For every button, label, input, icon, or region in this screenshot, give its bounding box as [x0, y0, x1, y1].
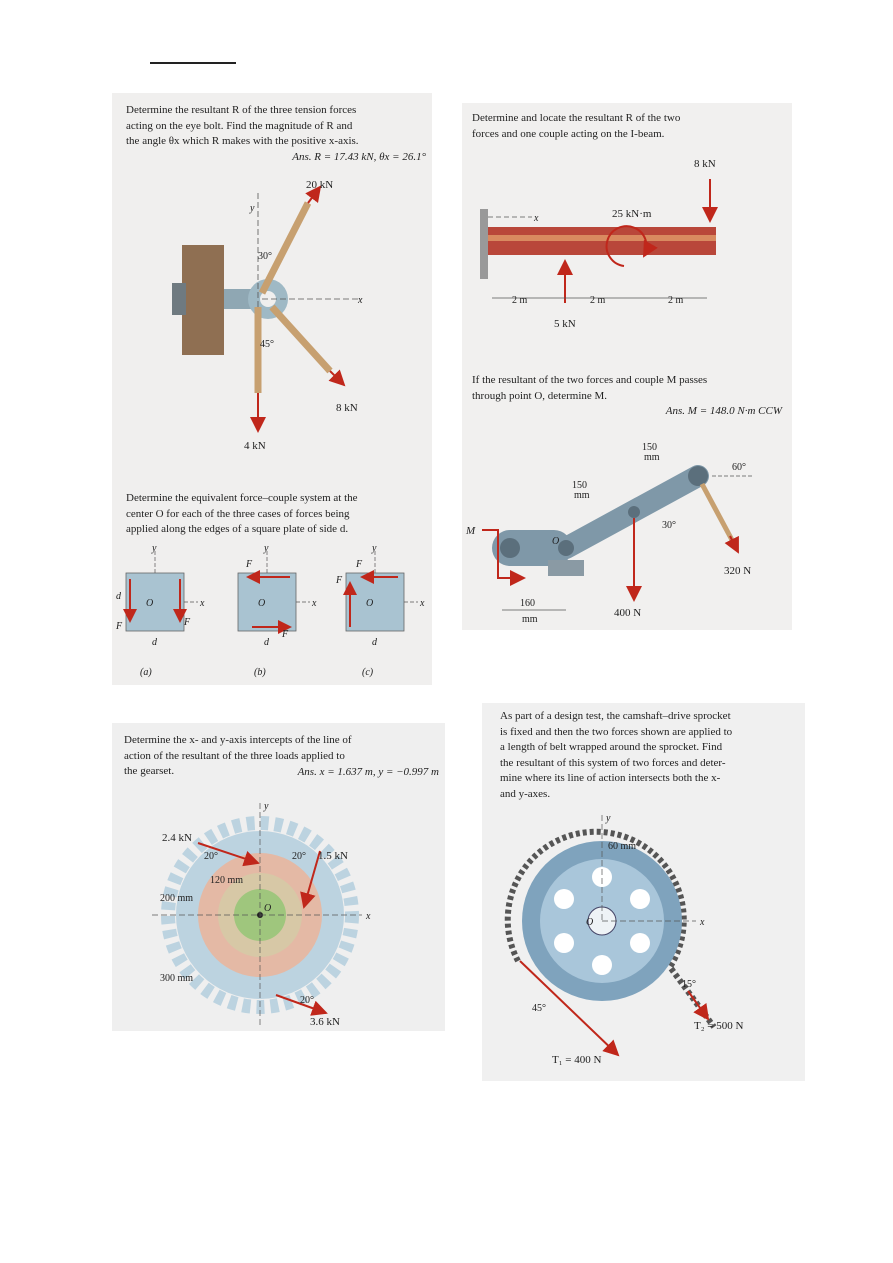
dim-2m: 2 m	[590, 295, 606, 306]
lever-figure	[462, 430, 792, 630]
text-line: Determine the resultant R of the three tension forces	[126, 104, 357, 116]
angle-30: 30°	[662, 520, 676, 531]
answer-text: Ans. M = 148.0 N·m CCW	[665, 405, 782, 417]
angle-20: 20°	[292, 851, 306, 862]
problem-ibeam-and-lever	[462, 103, 792, 630]
label-20kn: 20 kN	[306, 179, 334, 191]
problem-sprocket	[482, 703, 805, 1081]
dim-160: 160	[520, 598, 535, 609]
label-1-5kn: 1.5 kN	[318, 850, 348, 862]
pivot-O	[558, 540, 574, 556]
text-line: the resultant of this system of two forces and deter-	[500, 756, 726, 769]
label-8kn: 8 kN	[336, 402, 358, 414]
problem-text-sprocket	[500, 709, 800, 802]
case-a-label: (a)	[140, 667, 152, 678]
text-line: As part of a design test, the camshaft–drive sprocket	[500, 710, 731, 722]
case-c-label: (c)	[362, 667, 374, 678]
dim-d: d	[116, 591, 121, 602]
radius-200: 200 mm	[160, 893, 194, 904]
axis-x: x	[312, 598, 317, 609]
axis-y: y	[264, 801, 269, 812]
label-4kn: 4 kN	[244, 440, 266, 452]
problem-text-plate	[126, 491, 426, 538]
plate-c	[346, 573, 404, 631]
eye-bolt-figure	[112, 93, 432, 493]
text-line: the angle θx which R makes with the positive x-axis.	[126, 135, 359, 147]
dim-d: d	[264, 637, 269, 648]
text-line: center O for each of the three cases of forces being	[126, 507, 350, 520]
dim-unit: mm	[644, 452, 660, 463]
force-F: F	[184, 617, 191, 628]
center-O: O	[586, 917, 594, 928]
center-O: O	[146, 598, 154, 609]
text-line: is fixed and then the two forces shown are applied to	[500, 725, 733, 738]
dim-150: 150	[642, 442, 657, 453]
cable-20kn	[262, 203, 308, 293]
angle-20: 20°	[300, 995, 314, 1006]
radius-60mm: 60 mm	[608, 841, 637, 852]
axis-y: y	[250, 203, 255, 214]
fixed-support	[480, 209, 488, 279]
label-25knm: 25 kN·m	[612, 208, 652, 220]
problem-eye-bolt-and-plate	[112, 93, 432, 685]
cable-8kn	[272, 307, 330, 371]
angle-60: 60°	[732, 462, 746, 473]
dim-d: d	[372, 637, 377, 648]
angle-20: 20°	[204, 851, 218, 862]
plate-b	[238, 573, 296, 631]
problem-gearset	[112, 723, 445, 1031]
bolt-nut	[172, 283, 186, 315]
case-b-label: (b)	[254, 667, 266, 678]
axis-x: x	[700, 917, 705, 928]
label-M: M	[466, 525, 476, 537]
dim-2m: 2 m	[668, 295, 684, 306]
label-400n: 400 N	[614, 607, 642, 619]
force-F: F	[336, 575, 343, 586]
text-line: applied along the edges of a square plate of side d.	[126, 523, 349, 535]
axis-x: x	[420, 598, 425, 609]
angle-15: 15°	[682, 979, 696, 990]
axis-y: y	[264, 543, 269, 554]
center-O: O	[366, 598, 374, 609]
label-t1: T₁ = 400 N	[552, 1054, 602, 1066]
axis-y: y	[152, 543, 157, 554]
text-line: If the resultant of the two forces and couple M passes	[472, 374, 708, 386]
plate-a	[126, 573, 184, 631]
ibeam-figure	[462, 103, 792, 333]
text-line: Determine and locate the resultant R of the two	[472, 112, 681, 124]
label-320n: 320 N	[724, 565, 752, 577]
text-line: Determine the x- and y-axis intercepts of the line of	[124, 734, 352, 746]
label-3-6kn: 3.6 kN	[310, 1016, 340, 1028]
text-line: mine where its line of action intersects both the x-	[500, 772, 721, 784]
angle-30: 30°	[258, 251, 272, 262]
force-F: F	[246, 559, 253, 570]
gearset-figure	[112, 797, 445, 1027]
text-line: action of the resultant of the three loads applied to	[124, 749, 345, 762]
label-2-4kn: 2.4 kN	[162, 832, 192, 844]
problem-text-lever	[472, 373, 782, 420]
axis-x: x	[534, 213, 539, 224]
text-line: through point O, determine M.	[472, 389, 608, 402]
label-5kn: 5 kN	[554, 318, 576, 330]
text-line: Determine the equivalent force–couple system at the	[126, 492, 358, 504]
axis-x: x	[200, 598, 205, 609]
force-F: F	[282, 629, 289, 640]
force-F: F	[356, 559, 363, 570]
text-line: and y-axes.	[500, 787, 551, 800]
point-O: O	[552, 536, 560, 547]
text-line: a length of belt wrapped around the sprocket. Find	[500, 741, 723, 753]
axis-y: y	[606, 813, 611, 824]
center-O: O	[258, 598, 266, 609]
dim-2m: 2 m	[512, 295, 528, 306]
dim-150: 150	[572, 480, 587, 491]
dim-d: d	[152, 637, 157, 648]
angle-45: 45°	[532, 1003, 546, 1014]
angle-45: 45°	[260, 339, 274, 350]
dim-unit: mm	[522, 614, 538, 625]
axis-x: x	[366, 911, 371, 922]
center-O: O	[264, 903, 272, 914]
axis-y: y	[372, 543, 377, 554]
text-line: forces and one couple acting on the I-beam.	[472, 127, 665, 140]
text-line: acting on the eye bolt. Find the magnitude of R and	[126, 119, 353, 132]
radius-300: 300 mm	[160, 973, 194, 984]
label-t2: T₂ = 500 N	[694, 1020, 744, 1032]
radius-120: 120 mm	[210, 875, 244, 886]
axis-x: x	[358, 295, 363, 306]
dim-unit: mm	[574, 490, 590, 501]
answer-text: Ans. R = 17.43 kN, θx = 26.1°	[292, 150, 426, 163]
header-rule	[150, 62, 236, 64]
problem-text-gearset	[124, 733, 439, 780]
answer-text: Ans. x = 1.637 m, y = −0.997 m	[297, 765, 439, 778]
text-line: the gearset.	[124, 765, 175, 777]
square-plate-figures	[112, 543, 432, 685]
sprocket-figure	[482, 811, 805, 1081]
force-F: F	[116, 621, 123, 632]
label-8kn: 8 kN	[694, 158, 716, 170]
wall-support	[182, 245, 224, 355]
